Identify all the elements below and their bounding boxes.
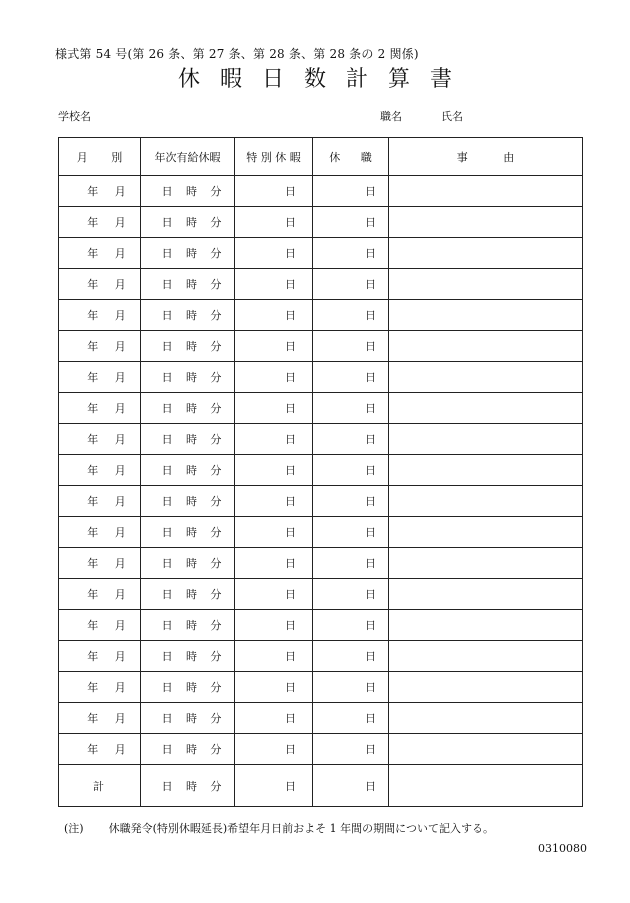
leave-of-absence-cell[interactable]: 日	[313, 300, 389, 331]
month-cell[interactable]: 年 月	[59, 579, 141, 610]
month-cell[interactable]: 年 月	[59, 455, 141, 486]
table-row	[59, 207, 583, 238]
month-cell[interactable]: 年 月	[59, 207, 141, 238]
table-row	[59, 455, 583, 486]
table-row	[59, 517, 583, 548]
reason-cell[interactable]	[389, 548, 583, 579]
month-cell[interactable]: 年 月	[59, 176, 141, 207]
special-leave-cell[interactable]: 日	[235, 269, 313, 300]
leave-of-absence-cell[interactable]: 日	[313, 517, 389, 548]
footnote-text: 休職発令(特別休暇延長)希望年月日前およそ 1 年間の期間について記入する。	[108, 822, 494, 835]
month-cell[interactable]: 年 月	[59, 703, 141, 734]
annual-leave-cell[interactable]: 日 時 分	[141, 486, 235, 517]
position-label: 職名	[380, 110, 402, 123]
table-row	[59, 672, 583, 703]
month-cell[interactable]: 年 月	[59, 672, 141, 703]
reason-cell[interactable]	[389, 672, 583, 703]
total-special-leave-cell[interactable]: 日	[235, 765, 313, 807]
form-number: 様式第 54 号(第 26 条、第 27 条、第 28 条、第 28 条の 2 関係)	[55, 47, 419, 61]
table-row	[59, 300, 583, 331]
annual-leave-cell[interactable]: 日 時 分	[141, 610, 235, 641]
special-leave-cell[interactable]: 日	[235, 672, 313, 703]
leave-of-absence-cell[interactable]: 日	[313, 207, 389, 238]
leave-of-absence-cell[interactable]: 日	[313, 269, 389, 300]
annual-leave-cell[interactable]: 日 時 分	[141, 579, 235, 610]
special-leave-cell[interactable]: 日	[235, 486, 313, 517]
table-row	[59, 269, 583, 300]
annual-leave-cell[interactable]: 日 時 分	[141, 393, 235, 424]
leave-of-absence-cell[interactable]: 日	[313, 548, 389, 579]
special-leave-cell[interactable]: 日	[235, 703, 313, 734]
table-row	[59, 548, 583, 579]
special-leave-cell[interactable]: 日	[235, 579, 313, 610]
month-cell[interactable]: 年 月	[59, 424, 141, 455]
reason-cell[interactable]	[389, 424, 583, 455]
reason-cell[interactable]	[389, 486, 583, 517]
table-row	[59, 176, 583, 207]
special-leave-cell[interactable]: 日	[235, 734, 313, 765]
special-leave-cell[interactable]: 日	[235, 641, 313, 672]
reason-cell[interactable]	[389, 331, 583, 362]
table-row	[59, 362, 583, 393]
column-header-month: 月 別	[59, 138, 141, 176]
school-name-label: 学校名	[58, 110, 91, 123]
total-annual-leave-cell[interactable]: 日 時 分	[141, 765, 235, 807]
reason-cell[interactable]	[389, 517, 583, 548]
table-row	[59, 610, 583, 641]
annual-leave-cell[interactable]: 日 時 分	[141, 207, 235, 238]
special-leave-cell[interactable]: 日	[235, 238, 313, 269]
leave-calculation-table	[58, 137, 583, 807]
special-leave-cell[interactable]: 日	[235, 455, 313, 486]
leave-of-absence-cell[interactable]: 日	[313, 486, 389, 517]
special-leave-cell[interactable]: 日	[235, 393, 313, 424]
reason-cell[interactable]	[389, 300, 583, 331]
annual-leave-cell[interactable]: 日 時 分	[141, 424, 235, 455]
annual-leave-cell[interactable]: 日 時 分	[141, 548, 235, 579]
reason-cell[interactable]	[389, 455, 583, 486]
special-leave-cell[interactable]: 日	[235, 300, 313, 331]
leave-of-absence-cell[interactable]: 日	[313, 362, 389, 393]
total-leave-of-absence-cell[interactable]: 日	[313, 765, 389, 807]
annual-leave-cell[interactable]: 日 時 分	[141, 176, 235, 207]
annual-leave-cell[interactable]: 日 時 分	[141, 238, 235, 269]
reason-cell[interactable]	[389, 579, 583, 610]
month-cell[interactable]: 年 月	[59, 734, 141, 765]
annual-leave-cell[interactable]: 日 時 分	[141, 300, 235, 331]
leave-of-absence-cell[interactable]: 日	[313, 238, 389, 269]
annual-leave-cell[interactable]: 日 時 分	[141, 672, 235, 703]
reason-cell[interactable]	[389, 703, 583, 734]
table-row	[59, 424, 583, 455]
month-cell[interactable]: 年 月	[59, 331, 141, 362]
column-header-reason: 事 由	[389, 138, 583, 176]
leave-of-absence-cell[interactable]: 日	[313, 641, 389, 672]
special-leave-cell[interactable]: 日	[235, 548, 313, 579]
table-row	[59, 641, 583, 672]
annual-leave-cell[interactable]: 日 時 分	[141, 269, 235, 300]
reason-cell[interactable]	[389, 176, 583, 207]
leave-of-absence-cell[interactable]: 日	[313, 331, 389, 362]
month-cell[interactable]: 年 月	[59, 393, 141, 424]
annual-leave-cell[interactable]: 日 時 分	[141, 641, 235, 672]
table-row	[59, 238, 583, 269]
total-row	[59, 765, 583, 807]
footnote-mark: (注)	[64, 822, 84, 835]
reason-cell[interactable]	[389, 207, 583, 238]
month-cell[interactable]: 年 月	[59, 548, 141, 579]
month-cell[interactable]: 年 月	[59, 362, 141, 393]
reason-cell[interactable]	[389, 734, 583, 765]
reason-cell[interactable]	[389, 610, 583, 641]
month-cell[interactable]: 年 月	[59, 517, 141, 548]
table-header-row	[59, 138, 583, 176]
month-cell[interactable]: 年 月	[59, 300, 141, 331]
month-cell[interactable]: 年 月	[59, 610, 141, 641]
leave-of-absence-cell[interactable]: 日	[313, 579, 389, 610]
annual-leave-cell[interactable]: 日 時 分	[141, 331, 235, 362]
table-row	[59, 734, 583, 765]
month-cell[interactable]: 年 月	[59, 269, 141, 300]
footnote	[64, 820, 494, 836]
leave-of-absence-cell[interactable]: 日	[313, 455, 389, 486]
annual-leave-cell[interactable]: 日 時 分	[141, 517, 235, 548]
reason-cell[interactable]	[389, 238, 583, 269]
special-leave-cell[interactable]: 日	[235, 362, 313, 393]
leave-of-absence-cell[interactable]: 日	[313, 672, 389, 703]
leave-of-absence-cell[interactable]: 日	[313, 703, 389, 734]
reason-cell[interactable]	[389, 393, 583, 424]
month-cell[interactable]: 年 月	[59, 486, 141, 517]
leave-of-absence-cell[interactable]: 日	[313, 393, 389, 424]
special-leave-cell[interactable]: 日	[235, 610, 313, 641]
leave-of-absence-cell[interactable]: 日	[313, 424, 389, 455]
table-row	[59, 331, 583, 362]
special-leave-cell[interactable]: 日	[235, 331, 313, 362]
leave-of-absence-cell[interactable]: 日	[313, 734, 389, 765]
special-leave-cell[interactable]: 日	[235, 517, 313, 548]
special-leave-cell[interactable]: 日	[235, 176, 313, 207]
reason-cell[interactable]	[389, 641, 583, 672]
leave-of-absence-cell[interactable]: 日	[313, 610, 389, 641]
month-cell[interactable]: 年 月	[59, 238, 141, 269]
column-header-annual-leave: 年次有給休暇	[141, 138, 235, 176]
month-cell[interactable]: 年 月	[59, 641, 141, 672]
column-header-leave-of-absence: 休 職	[313, 138, 389, 176]
table-row	[59, 393, 583, 424]
table-row	[59, 579, 583, 610]
form-code: 0310080	[538, 842, 587, 855]
column-header-special-leave: 特 別 休 暇	[235, 138, 313, 176]
total-label-cell: 計	[59, 765, 141, 807]
special-leave-cell[interactable]: 日	[235, 207, 313, 238]
reason-cell[interactable]	[389, 362, 583, 393]
annual-leave-cell[interactable]: 日 時 分	[141, 362, 235, 393]
name-label: 氏名	[441, 110, 463, 123]
special-leave-cell[interactable]: 日	[235, 424, 313, 455]
annual-leave-cell[interactable]: 日 時 分	[141, 734, 235, 765]
leave-of-absence-cell[interactable]: 日	[313, 176, 389, 207]
page-title: 休暇日数計算書	[177, 67, 472, 92]
table-row	[59, 486, 583, 517]
annual-leave-cell[interactable]: 日 時 分	[141, 455, 235, 486]
total-reason-cell[interactable]	[389, 765, 583, 807]
table-row	[59, 703, 583, 734]
annual-leave-cell[interactable]: 日 時 分	[141, 703, 235, 734]
reason-cell[interactable]	[389, 269, 583, 300]
